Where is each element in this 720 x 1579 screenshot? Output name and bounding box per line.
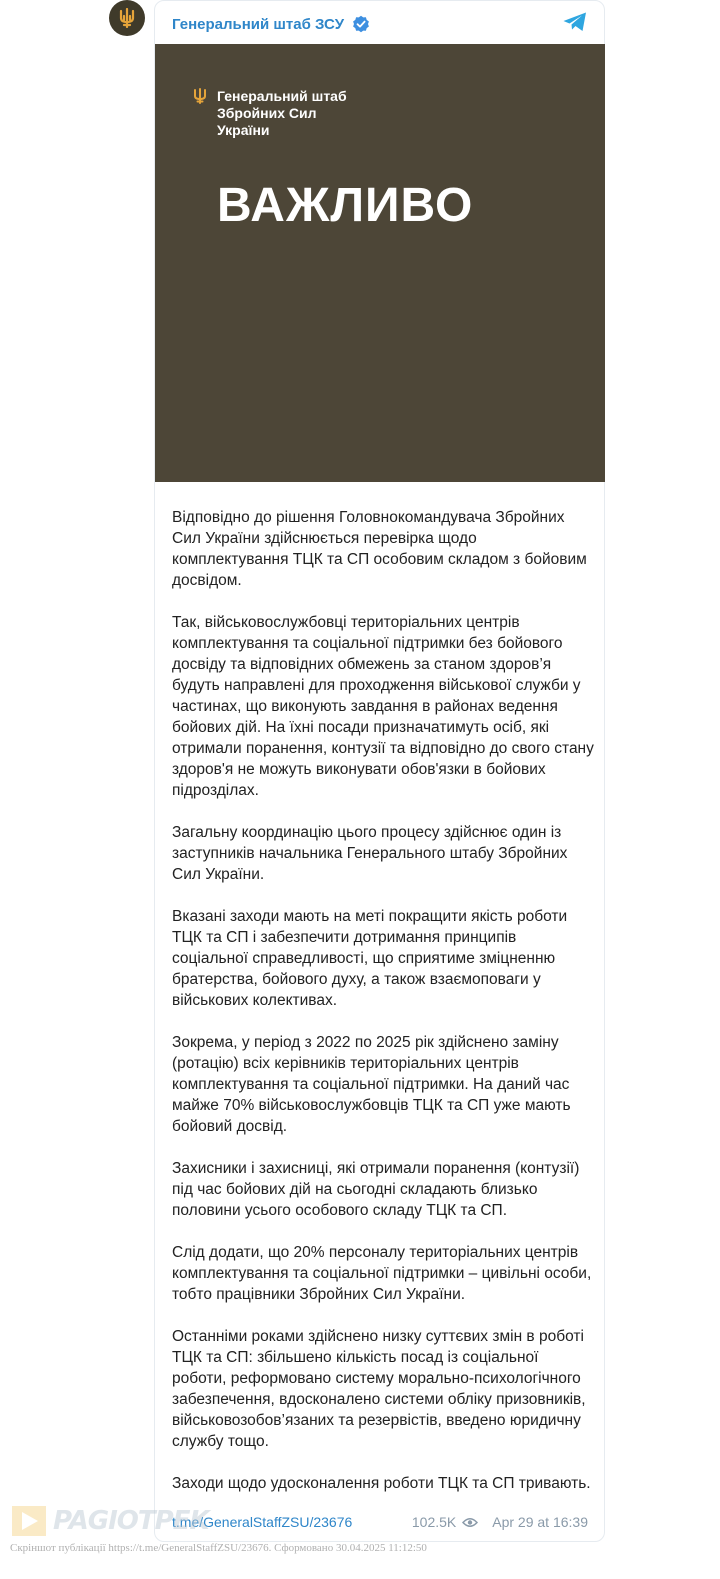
watermark-text: PAGIOTPEK — [53, 1506, 209, 1536]
view-count-value: 102.5K — [411, 1514, 457, 1530]
post-paragraph: Заходи щодо удосконалення роботи ТЦК та СП тривають. — [172, 1475, 591, 1492]
trident-icon — [193, 88, 207, 104]
channel-avatar[interactable] — [109, 0, 145, 36]
post-paragraph: Зокрема, у період з 2022 по 2025 рік здійснено заміну (ротацію) всіх керівників територіальних центрів комплектування та соціальної підтримки. На даний час майже 70% військовослужбовців ТЦК та СП уже мають бойовий досвід. — [172, 1034, 571, 1135]
post-paragraph: Вказані заходи мають на меті покращити якість роботи ТЦК та СП і забезпечити дотримання принципів соціальної справедливості, що сприятиме зміцненню братерства, бойового духу, а також взаємоповаги у військових колективах. — [172, 908, 568, 1009]
post-paragraph: Так, військовослужбовці територіальних центрів комплектування та соціальної підтримки без бойового досвіду та відповідних обмежень за станом здоров’я будуть направлені для проходження військової служби у частинах, що виконують завдання в районах ведення бойових дій. На їхні посади призначатимуть осіб, які отримали поранення, контузії та відповідно до свого стану здоров'я не можуть виконувати обов'язки в бойових підрозділах. — [172, 614, 594, 799]
post-footer — [172, 1511, 588, 1533]
post-paragraph: Відповідно до рішення Головнокомандувача Збройних Сил України здійснюється перевірка щодо комплектування ТЦК та СП особовим складом з бойовим досвідом. — [172, 509, 587, 589]
post-image-banner[interactable] — [155, 44, 605, 482]
post-paragraph: Захисники і захисниці, які отримали поранення (контузії) під час бойових дій на сьогодні складають близько половини усього особового складу ТЦК та СП. — [172, 1160, 580, 1219]
banner-logo — [193, 88, 347, 139]
banner-title: ВАЖЛИВО — [217, 179, 474, 232]
post-text — [172, 507, 596, 1515]
telegram-icon[interactable] — [562, 11, 588, 38]
channel-name[interactable]: Генеральний штаб ЗСУ — [172, 15, 345, 33]
trident-icon — [118, 8, 136, 28]
post-date[interactable]: Apr 29 at 16:39 — [492, 1514, 588, 1530]
post-link[interactable]: t.me/GeneralStaffZSU/23676 — [172, 1514, 353, 1530]
post-paragraph: Загальну координацію цього процесу здійснює один із заступників начальника Генерального штабу Збройних Сил України. — [172, 824, 568, 883]
watermark — [9, 1503, 209, 1539]
post-paragraph: Останніми роками здійснено низку суттєвих змін в роботі ТЦК та СП: збільшено кількість посад із соціальної роботи, реформовано систему морально-психологічного забезпечення, вдосконалено системи обліку призовників, військовозобов’язаних та резервістів, введено юридичну службу тощо. — [172, 1328, 586, 1450]
screenshot-caption: Скріншот публікації https://t.me/GeneralStaffZSU/23676. Сформовано 30.04.2025 11:12:50 — [10, 1542, 427, 1554]
post-header — [172, 12, 370, 36]
view-count — [412, 1514, 492, 1530]
eye-icon — [462, 1517, 478, 1528]
post-card — [154, 0, 605, 1542]
post-paragraph: Слід додати, що 20% персоналу територіальних центрів комплектування та соціальної підтримки – цивільні особи, тобто працівники Збройних Сил України. — [172, 1244, 592, 1303]
banner-org-name: Генеральний штаб Збройних Сил України — [217, 88, 347, 138]
verified-badge-icon — [352, 15, 370, 33]
play-logo-icon — [9, 1503, 49, 1539]
